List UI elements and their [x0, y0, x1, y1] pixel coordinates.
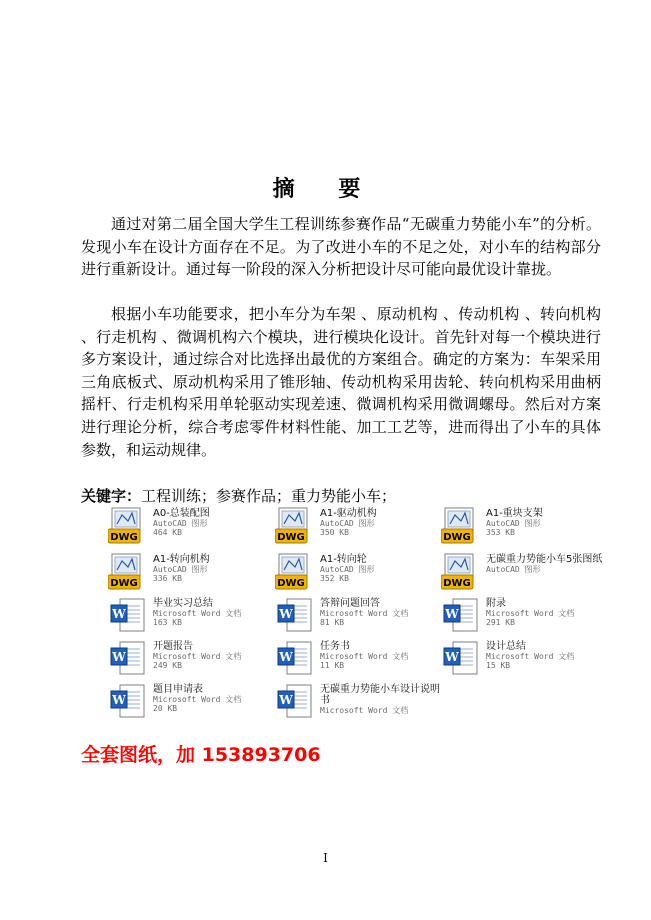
file-item[interactable]	[441, 595, 606, 635]
file-meta	[486, 598, 608, 627]
file-item[interactable]	[108, 638, 273, 678]
file-meta	[153, 598, 275, 627]
file-size: 81 KB	[320, 618, 345, 627]
svg-text:DWG: DWG	[443, 578, 471, 589]
file-size: 249 KB	[153, 661, 182, 670]
svg-text:W: W	[279, 650, 293, 664]
file-item[interactable]	[108, 551, 273, 591]
svg-text:DWG: DWG	[277, 532, 305, 543]
file-item[interactable]	[275, 505, 440, 545]
dwg-file-icon	[108, 553, 148, 591]
svg-text:DWG: DWG	[277, 578, 305, 589]
word-doc-icon	[275, 597, 315, 635]
keywords-line	[81, 485, 396, 506]
word-doc-icon	[108, 640, 148, 678]
svg-text:DWG: DWG	[443, 532, 471, 543]
file-type: Microsoft Word 文档	[153, 609, 242, 618]
file-type: AutoCAD 图形	[486, 519, 541, 528]
file-size: 350 KB	[320, 528, 349, 537]
file-name: 无碳重力势能小车设计说明书	[320, 684, 440, 706]
file-meta	[486, 508, 608, 537]
file-name: 毕业实习总结	[153, 598, 213, 609]
file-size: 291 KB	[486, 618, 515, 627]
file-item[interactable]	[108, 595, 273, 635]
file-item[interactable]	[441, 551, 606, 591]
file-type: AutoCAD 图形	[320, 519, 375, 528]
file-name: A1-转向轮	[320, 554, 367, 565]
file-name: A1-重块支架	[486, 508, 543, 519]
file-type: Microsoft Word 文档	[320, 609, 409, 618]
dwg-file-icon	[108, 507, 148, 545]
file-size: 464 KB	[153, 528, 182, 537]
dwg-file-icon	[441, 507, 481, 545]
file-meta	[486, 641, 608, 670]
file-type: Microsoft Word 文档	[153, 695, 242, 704]
word-doc-icon	[275, 683, 315, 721]
dwg-file-icon	[275, 553, 315, 591]
file-size: 353 KB	[486, 528, 515, 537]
file-meta	[320, 598, 442, 627]
file-item[interactable]	[275, 638, 440, 678]
file-type: Microsoft Word 文档	[486, 652, 575, 661]
file-name: 题目申请表	[153, 684, 203, 695]
svg-text:W: W	[112, 693, 126, 707]
page-title: 摘 要	[272, 177, 379, 202]
file-size: 20 KB	[153, 704, 178, 713]
file-type: AutoCAD 图形	[320, 565, 375, 574]
file-meta	[153, 684, 275, 713]
svg-text:DWG: DWG	[110, 532, 138, 543]
file-item[interactable]	[275, 595, 440, 635]
file-meta	[320, 554, 442, 583]
page-number: I	[323, 851, 328, 865]
file-meta	[153, 508, 275, 537]
file-size: 15 KB	[486, 661, 511, 670]
file-meta	[153, 641, 275, 670]
file-item[interactable]	[108, 505, 273, 545]
file-name: 任务书	[320, 641, 350, 652]
file-type: Microsoft Word 文档	[486, 609, 575, 618]
file-size: 352 KB	[320, 574, 349, 583]
word-doc-icon	[108, 597, 148, 635]
keywords-label: 关键字：	[81, 487, 142, 505]
file-type: AutoCAD 图形	[153, 519, 208, 528]
word-doc-icon	[441, 640, 481, 678]
file-item[interactable]	[441, 638, 606, 678]
file-meta	[320, 684, 442, 715]
svg-text:W: W	[279, 607, 293, 621]
svg-text:DWG: DWG	[110, 578, 138, 589]
file-size: 11 KB	[320, 661, 345, 670]
dwg-file-icon	[275, 507, 315, 545]
word-doc-icon	[275, 640, 315, 678]
svg-text:W: W	[112, 607, 126, 621]
file-type: AutoCAD 图形	[153, 565, 208, 574]
file-type: Microsoft Word 文档	[320, 706, 409, 715]
file-type: Microsoft Word 文档	[320, 652, 409, 661]
svg-text:W: W	[445, 650, 459, 664]
file-name: 设计总结	[486, 641, 526, 652]
file-item[interactable]	[441, 505, 606, 545]
file-name: A0-总装配图	[153, 508, 210, 519]
file-type: AutoCAD 图形	[486, 565, 541, 574]
abstract-paragraph-1: 通过对第二届全国大学生工程训练参赛作品“无碳重力势能小车”的分析。发现小车在设计方面存在不足。为了改进小车的不足之处，对小车的结构部分进行重新设计。通过每一阶段的深入分析把设计尽可能向最优设计靠拢。	[81, 215, 601, 279]
svg-text:W: W	[279, 693, 293, 707]
keywords-text: 工程训练；参赛作品；重力势能小车；	[141, 487, 397, 505]
file-size: 336 KB	[153, 574, 182, 583]
file-size: 163 KB	[153, 618, 182, 627]
file-name: 无碳重力势能小车5张图纸	[486, 554, 603, 565]
contact-info: 全套图纸，加 153893706	[81, 744, 321, 766]
file-item[interactable]	[275, 551, 440, 591]
file-meta	[486, 554, 608, 574]
file-name: A1-转向机构	[153, 554, 210, 565]
svg-text:W: W	[445, 607, 459, 621]
word-doc-icon	[441, 597, 481, 635]
file-meta	[320, 508, 442, 537]
dwg-file-icon	[441, 553, 481, 591]
file-meta	[320, 641, 442, 670]
file-name: 答辩问题回答	[320, 598, 380, 609]
file-name: A1-驱动机构	[320, 508, 377, 519]
file-item[interactable]	[108, 681, 273, 721]
file-type: Microsoft Word 文档	[153, 652, 242, 661]
file-name: 附录	[486, 598, 506, 609]
file-meta	[153, 554, 275, 583]
svg-text:W: W	[112, 650, 126, 664]
file-item[interactable]	[275, 681, 440, 721]
file-list	[108, 505, 608, 721]
file-name: 开题报告	[153, 641, 193, 652]
abstract-paragraph-2: 根据小车功能要求，把小车分为车架 、原动机构 、传动机构 、转向机构 、行走机构 、微调机构六个模块，进行模块化设计。首先针对每一个模块进行多方案设计，通过综合对比选择出最优的方案组合。确定的方案为：车架采用三角底板式、原动机构采用了锥形轴、传动机构采用齿轮、转向机构采用曲柄摇杆、行走机构采用单轮驱动实现差速、微调机构采用微调螺母。然后对方案进行理论分析，综合考虑零件材料性能、加工工艺等，进而得出了小车的具体参数，和运动规律。	[81, 305, 601, 459]
word-doc-icon	[108, 683, 148, 721]
